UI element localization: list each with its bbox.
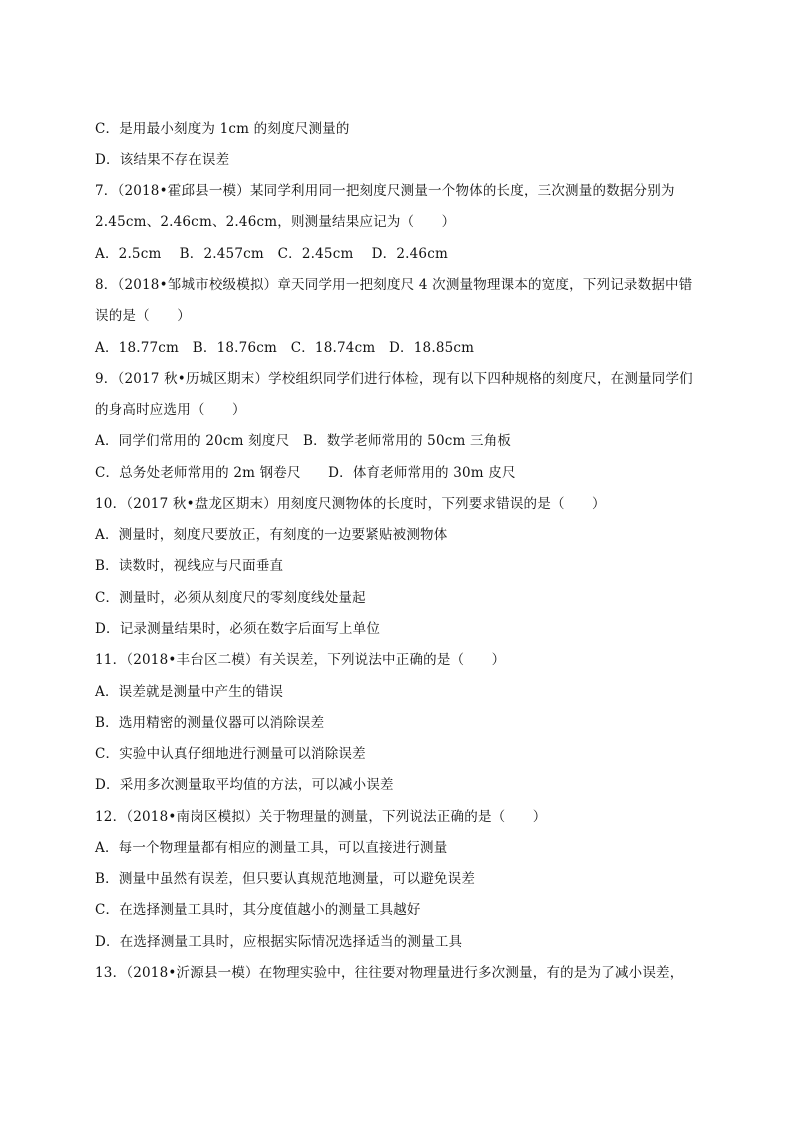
option-6d: D．该结果不存在误差: [95, 152, 230, 168]
question-9-stem-line2: 的身高时应选用（ ）: [95, 402, 246, 418]
question-11-option-d: D．采用多次测量取平均值的方法，可以减小误差: [95, 777, 394, 793]
question-8-stem-line2: 误的是（ ）: [95, 308, 191, 324]
question-13-stem-line1: 13．（2018•沂源县一模）在物理实验中，往往要对物理量进行多次测量，有的是为了减小误差，: [95, 965, 684, 981]
question-8-options: A．18.77cm B．18.76cm C．18.74cm D．18.85cm: [95, 340, 475, 356]
question-7-options: A．2.5cm B．2.457cm C．2.45cm D．2.46cm: [95, 246, 448, 262]
question-7-stem-line2: 2.45cm、2.46cm、2.46cm，则测量结果应记为（ ）: [95, 214, 456, 230]
question-12-option-a: A．每一个物理量都有相应的测量工具，可以直接进行测量: [95, 840, 448, 856]
question-9-options-cd: C．总务处老师常用的 2m 钢卷尺 D．体育老师常用的 30m 皮尺: [95, 465, 516, 481]
question-11-option-b: B．选用精密的测量仪器可以消除误差: [95, 715, 325, 731]
question-10-option-b: B．读数时，视线应与尺面垂直: [95, 558, 284, 574]
question-10-option-c: C．测量时，必须从刻度尺的零刻度线处量起: [95, 590, 366, 606]
question-10-stem: 10．（2017 秋•盘龙区期末）用刻度尺测物体的长度时，下列要求错误的是（ ）: [95, 496, 606, 512]
question-12-option-b: B．测量中虽然有误差，但只要认真规范地测量，可以避免误差: [95, 871, 476, 887]
option-6c: C．是用最小刻度为 1cm 的刻度尺测量的: [95, 121, 350, 137]
question-9-stem-line1: 9．（2017 秋•历城区期末）学校组织同学们进行体检，现有以下四种规格的刻度尺，在测量同学们: [95, 371, 693, 387]
question-12-stem: 12．（2018•南岗区模拟）关于物理量的测量，下列说法正确的是（ ）: [95, 809, 547, 825]
question-11-option-a: A．误差就是测量中产生的错误: [95, 684, 284, 700]
question-9-options-ab: A．同学们常用的 20cm 刻度尺 B．数学老师常用的 50cm 三角板: [95, 433, 512, 449]
question-10-option-d: D．记录测量结果时，必须在数字后面写上单位: [95, 621, 381, 637]
question-10-option-a: A．测量时，刻度尺要放正，有刻度的一边要紧贴被测物体: [95, 527, 448, 543]
question-12-option-d: D．在选择测量工具时，应根据实际情况选择适当的测量工具: [95, 934, 463, 950]
question-12-option-c: C．在选择测量工具时，其分度值越小的测量工具越好: [95, 902, 421, 918]
question-8-stem-line1: 8．（2018•邹城市校级模拟）章天同学用一把刻度尺 4 次测量物理课本的宽度，下列记录数据中错: [95, 277, 693, 293]
question-11-stem: 11．（2018•丰台区二模）有关误差，下列说法中正确的是（ ）: [95, 652, 506, 668]
question-7-stem-line1: 7．（2018•霍邱县一模）某同学利用同一把刻度尺测量一个物体的长度，三次测量的数据分别为: [95, 183, 675, 199]
question-11-option-c: C．实验中认真仔细地进行测量可以消除误差: [95, 746, 366, 762]
